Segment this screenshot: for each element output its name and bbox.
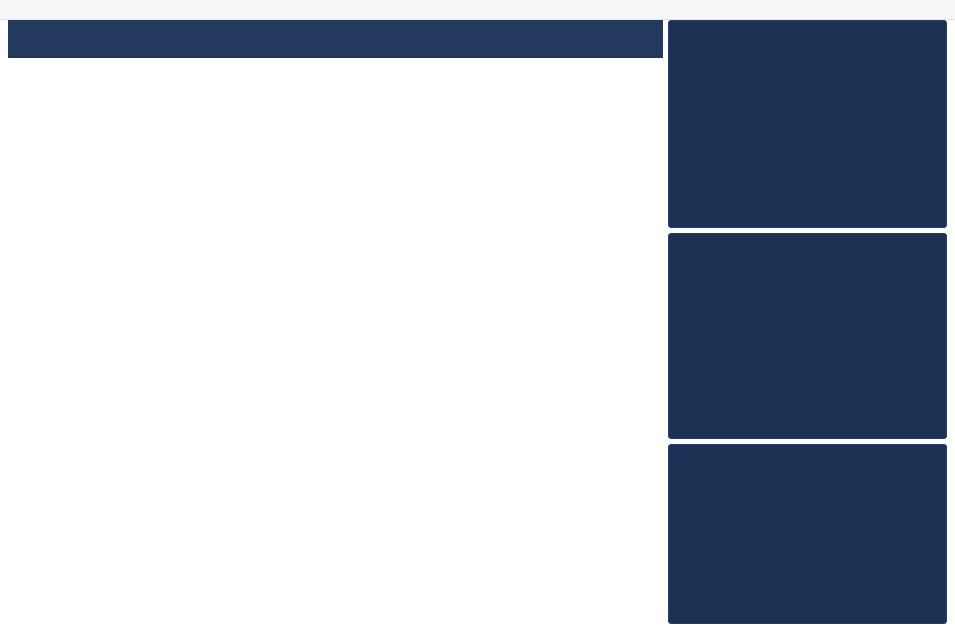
topbar bbox=[0, 0, 955, 20]
multi-line-chart[interactable] bbox=[679, 457, 938, 607]
bar-line-chart[interactable] bbox=[679, 246, 938, 396]
bar-line-chart[interactable] bbox=[679, 33, 938, 183]
chart-panel-pig-sales bbox=[668, 20, 947, 228]
chart-panel-death-cull bbox=[668, 444, 947, 624]
table-header-row bbox=[8, 20, 663, 58]
chart-panel-cull-sales bbox=[668, 233, 947, 439]
charts-column bbox=[668, 20, 947, 629]
kpi-table bbox=[8, 20, 663, 58]
